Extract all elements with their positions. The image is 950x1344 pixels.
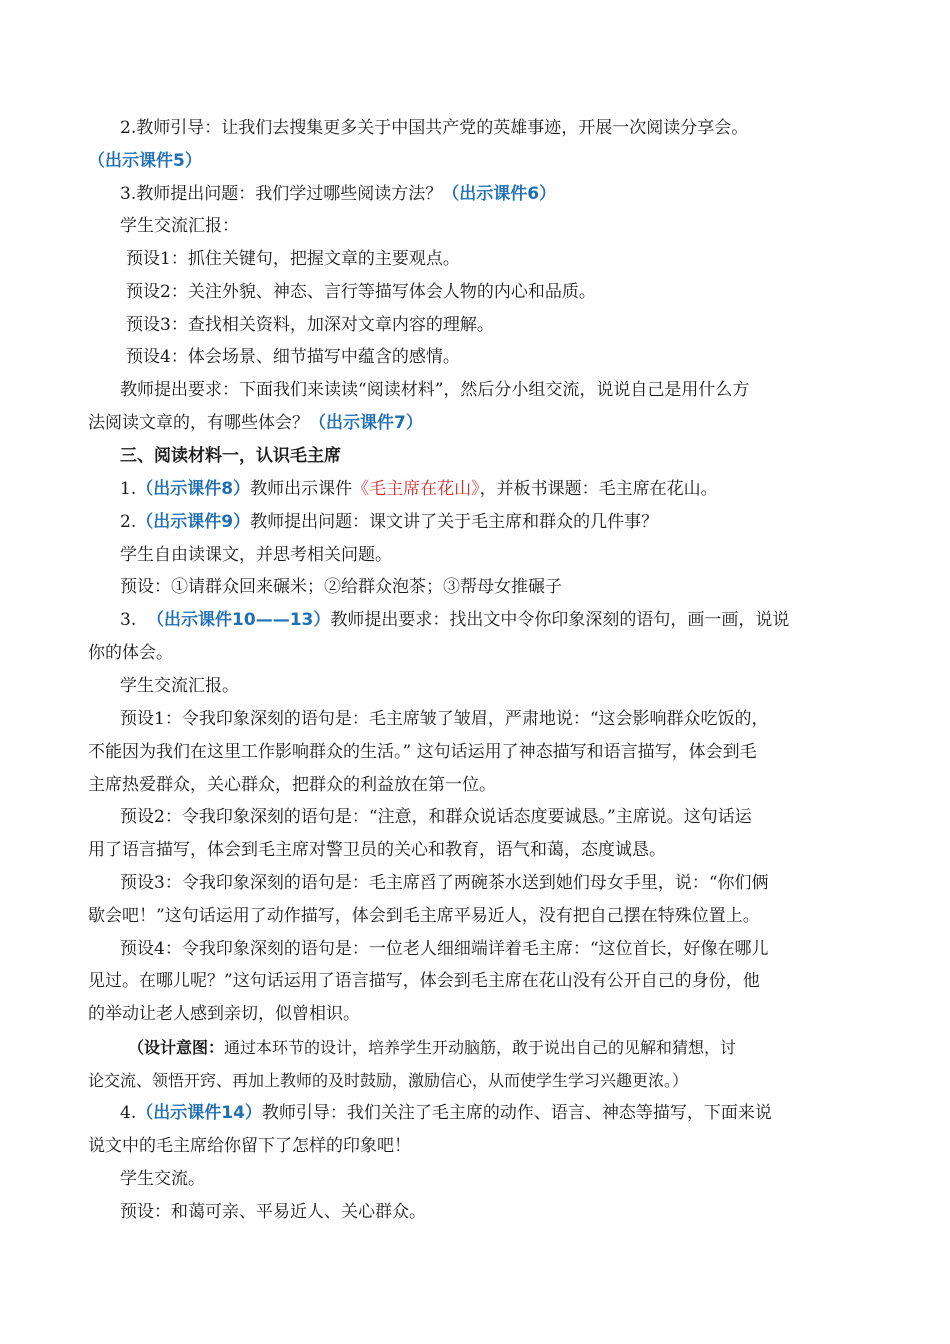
paragraph [88,408,423,438]
paragraph-text: 教师出示课件 [250,479,353,499]
paragraph: 学生交流。 [120,1169,205,1189]
paragraph: 说文中的毛主席给你留下了怎样的印象吧！ [88,1136,411,1156]
paragraph: 教师提出要求：下面我们来读读“阅读材料”，然后分小组交流，说说自己是用什么方 [120,380,750,400]
paragraph: 的举动让老人感到亲切，似曾相识。 [88,1004,360,1024]
paragraph-text: 法阅读文章的，有哪些体会？ [88,413,309,433]
paragraph: 预设2：令我印象深刻的语句是：“注意，和群众说话态度要诚恳。”主席说。这句话运 [120,807,752,827]
item-number: 1. [120,479,137,499]
courseware-tag: （出示课件8） [136,479,251,499]
paragraph: 预设4：令我印象深刻的语句是：一位老人细细端详着毛主席：“这位首长，好像在哪儿 [120,939,769,959]
paragraph: 预设：①请群众回来碾米；②给群众泡茶；③帮母女推碾子 [120,577,562,597]
item-number: 3. [120,610,137,630]
paragraph [120,179,556,209]
paragraph-text: 教师提出要求：找出文中令你印象深刻的语句，画一画，说说 [330,610,790,630]
design-intent: 论交流、领悟开窍、再加上教师的及时鼓励，激励信心，从而使学生学习兴趣更浓。） [88,1071,689,1090]
courseware-tag: （出示课件6） [442,184,557,204]
courseware-tag: （出示课件5） [88,151,202,171]
paragraph: 学生交流汇报： [120,216,239,236]
lesson-title: 《毛主席在花山》 [352,479,480,499]
paragraph [120,1098,772,1128]
paragraph: 学生交流汇报。 [120,676,239,696]
preset-item: 预设1：抓住关键句，把握文章的主要观点。 [126,249,460,269]
preset-item: 预设3：查找相关资料，加深对文章内容的理解。 [126,315,494,335]
section-heading: 三、阅读材料一，认识毛主席 [120,446,341,466]
paragraph [120,474,718,504]
paragraph-text: 教师引导：我们关注了毛主席的动作、语言、神态等描写，下面来说 [261,1103,772,1123]
paragraph: 预设：和蔼可亲、平易近人、关心群众。 [120,1202,426,1222]
paragraph [120,605,789,635]
design-intent [128,1033,736,1063]
item-number: 2. [120,512,137,532]
item-number: 4. [120,1103,137,1123]
paragraph: 歇会吧！”这句话运用了动作描写，体会到毛主席平易近人，没有把自己摆在特殊位置上。 [88,906,760,926]
paragraph: 主席热爱群众，关心群众，把群众的利益放在第一位。 [88,775,496,795]
paragraph-text: 3.教师提出问题：我们学过哪些阅读方法？ [120,184,443,204]
design-intent-text: 通过本环节的设计，培养学生开动脑筋，敢于说出自己的见解和猜想，讨 [224,1038,737,1057]
courseware-tag: （出示课件10——13） [147,610,331,630]
preset-item: 预设2：关注外貌、神态、言行等描写体会人物的内心和品质。 [126,282,596,302]
paragraph-text: 教师提出问题：课文讲了关于毛主席和群众的几件事？ [250,512,659,532]
courseware-tag: （出示课件7） [309,413,423,433]
design-intent-label: （设计意图： [128,1038,225,1057]
paragraph: 预设1：令我印象深刻的语句是：毛主席皱了皱眉，严肃地说：“这会影响群众吃饭的， [120,709,769,729]
preset-item: 预设4：体会场景、细节描写中蕴含的感情。 [126,347,460,367]
paragraph: 用了语言描写，体会到毛主席对警卫员的关心和教育，语气和蔼，态度诚恳。 [88,840,666,860]
paragraph: 不能因为我们在这里工作影响群众的生活。” 这句话运用了神态描写和语言描写，体会到毛 [88,742,757,762]
courseware-tag: （出示课件9） [136,512,251,532]
paragraph: 你的体会。 [88,643,173,663]
paragraph: 2.教师引导：让我们去搜集更多关于中国共产党的英雄事迹，开展一次阅读分享会。 [120,118,749,138]
paragraph-text: ，并板书课题：毛主席在花山。 [479,479,718,499]
paragraph: 学生自由读课文，并思考相关问题。 [120,545,392,565]
courseware-tag: （出示课件14） [136,1103,262,1123]
paragraph: 预设3：令我印象深刻的语句是：毛主席舀了两碗茶水送到她们母女手里，说：“你们俩 [120,873,769,893]
paragraph: 见过。在哪儿呢？”这句话运用了语言描写，体会到毛主席在花山没有公开自己的身份，他 [88,971,760,991]
paragraph [120,507,658,537]
